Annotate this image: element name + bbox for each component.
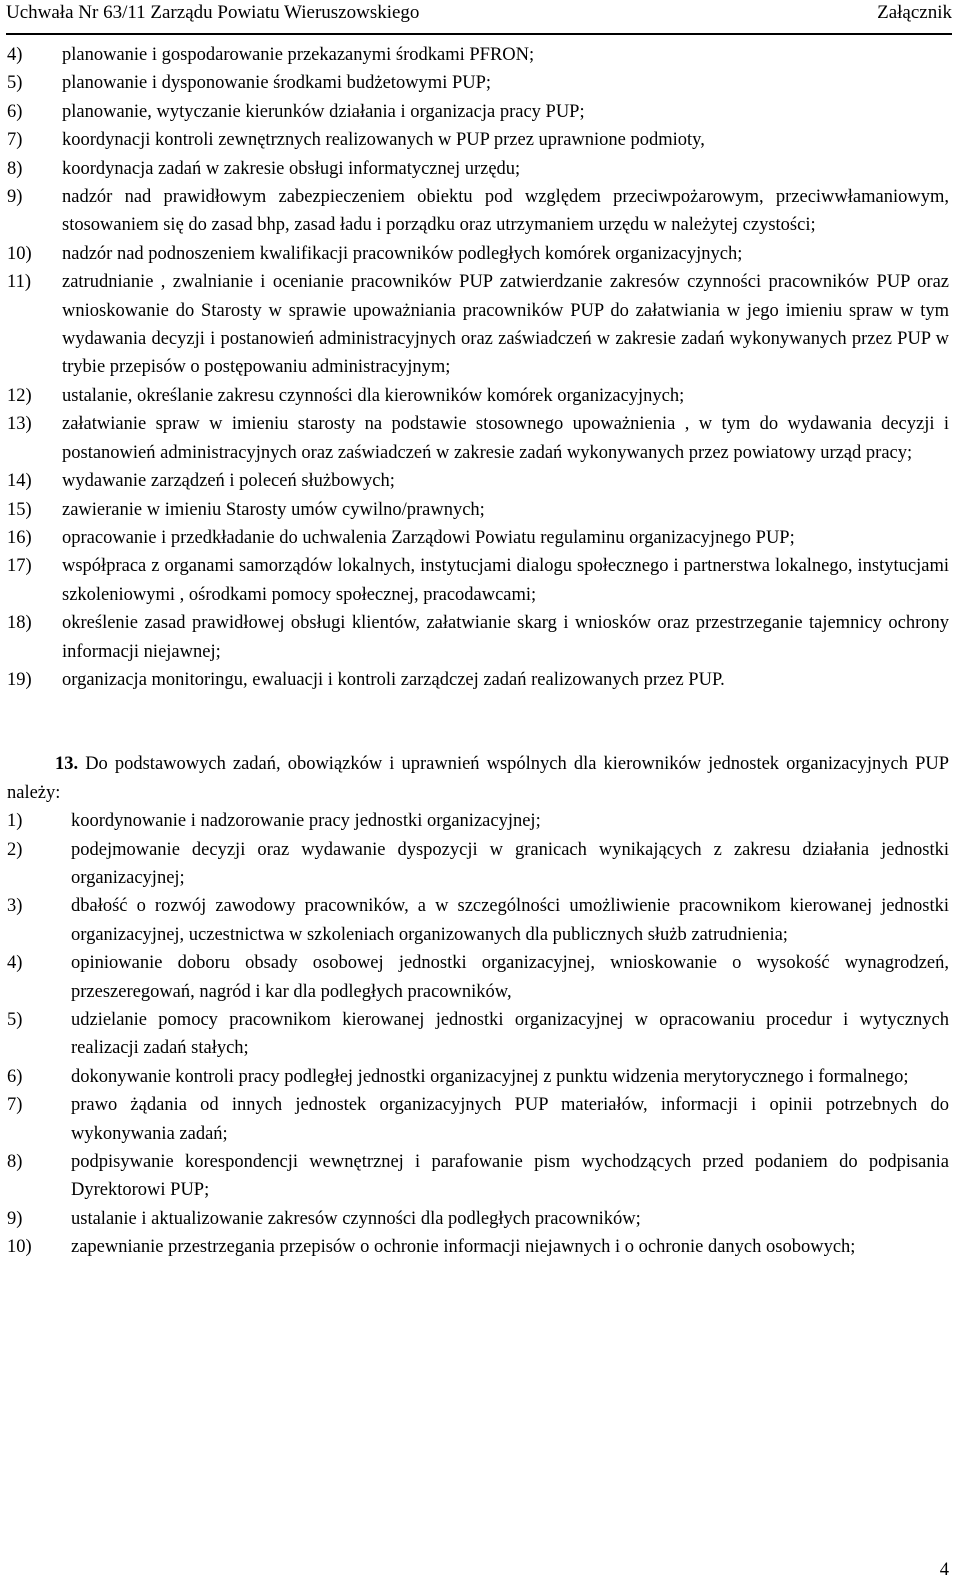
list-item [7,552,949,609]
item-text: podejmowanie decyzji oraz wydawanie dyspozycji w granicach wynikających z zakresu działania jednostki organizacyjnej; [71,839,949,888]
list-item [7,836,949,893]
item-number: 8) [7,158,23,179]
list-item [7,410,949,467]
item-text: ustalanie, określanie zakresu czynności dla kierowników komórek organizacyjnych; [62,385,685,406]
item-text: dokonywanie kontroli pracy podległej jednostki organizacyjnej z punktu widzenia merytorycznego i formalnego; [71,1066,909,1087]
item-text: nadzór nad podnoszeniem kwalifikacji pracowników podległych komórek organizacyjnych; [62,243,743,264]
list-director-duties [7,41,949,694]
item-number: 14) [7,471,32,492]
list-item [7,524,949,552]
section-intro-text: Do podstawowych zadań, obowiązków i uprawnień wspólnych dla kierowników jednostek organizacyjnych PUP należy: [7,754,950,803]
list-item [7,807,949,835]
item-text: koordynacji kontroli zewnętrznych realizowanych w PUP przez uprawnione podmioty, [62,130,705,151]
section-paragraph [7,750,949,807]
item-number: 7) [7,130,23,151]
page-number: 4 [939,1560,949,1580]
item-number: 9) [7,187,23,208]
page-header [6,0,952,35]
item-text: udzielanie pomocy pracownikom kierowanej jednostki organizacyjnej w opracowaniu procedur i wytycznych realizacji zadań stałych; [71,1010,949,1059]
list-item [7,126,949,154]
item-number: 19) [7,669,32,690]
item-number: 6) [7,101,23,122]
item-number: 12) [7,385,32,406]
item-text: organizacja monitoringu, ewaluacji i kontroli zarządczej zadań realizowanych przez PUP. [62,669,725,690]
item-text: planowanie i gospodarowanie przekazanymi środkami PFRON; [62,45,535,65]
list-item [7,382,949,410]
list-item [7,1233,949,1261]
item-number: 13) [7,414,32,435]
list-item [7,1091,949,1148]
item-number: 1) [7,811,23,832]
item-text: koordynacja zadań w zakresie obsługi informatycznej urzędu; [62,158,521,179]
section-marker: 13. [55,754,79,775]
header-title: Uchwała Nr 63/11 Zarządu Powiatu Wieruszowskiego [6,2,420,23]
item-number: 3) [7,896,23,917]
item-text: planowanie, wytyczanie kierunków działania i organizacja pracy PUP; [62,101,585,122]
list-item [7,496,949,524]
item-number: 11) [7,272,31,293]
list-item [7,892,949,949]
list-item [7,467,949,495]
header-attachment-label: Załącznik [877,2,952,23]
item-text: nadzór nad prawidłowym zabezpieczeniem obiektu pod względem przeciwpożarowym, przeciwwłamaniowym, stosowaniem się do zasad bhp, zasad ładu i porządku oraz utrzymaniem urzędu w należytej czystości; [62,187,949,236]
item-text: prawo żądania od innych jednostek organizacyjnych PUP materiałów, informacji i opinii potrzebnych do wykonywania zadań; [71,1095,949,1144]
item-number: 10) [7,1237,32,1258]
list-item [7,949,949,1006]
item-number: 7) [7,1095,23,1116]
item-number: 4) [7,45,23,65]
list-item [7,1205,949,1233]
list-item [7,41,949,69]
item-text: ustalanie i aktualizowanie zakresów czynności dla podległych pracowników; [71,1208,641,1229]
item-number: 8) [7,1152,23,1173]
list-item [7,1148,949,1205]
list-item [7,240,949,268]
item-text: zapewnianie przestrzegania przepisów o ochronie informacji niejawnych i o ochronie danych osobowych; [71,1237,856,1258]
list-item [7,183,949,240]
item-text: współpraca z organami samorządów lokalnych, instytucjami dialogu społecznego i partnerstwa lokalnego, instytucjami szkoleniowymi , ośrodkami pomocy społecznej, pracodawcami; [62,556,949,605]
list-item [7,268,949,382]
item-number: 5) [7,73,23,94]
item-number: 15) [7,499,32,520]
item-text: zawieranie w imieniu Starosty umów cywilno/prawnych; [62,499,485,520]
item-text: wydawanie zarządzeń i poleceń służbowych; [62,471,395,492]
list-item [7,98,949,126]
item-text: podpisywanie korespondencji wewnętrznej i parafowanie pism wychodzących przed podaniem do podpisania Dyrektorowi PUP; [71,1152,949,1201]
item-number: 5) [7,1010,23,1030]
list-item [7,1063,949,1091]
item-text: opracowanie i przedkładanie do uchwalenia Zarządowi Powiatu regulaminu organizacyjnego PUP; [62,527,795,548]
item-number: 17) [7,556,32,577]
list-item [7,69,949,97]
item-text: planowanie i dysponowanie środkami budżetowymi PUP; [62,73,492,94]
item-number: 18) [7,613,32,634]
list-item [7,155,949,183]
item-number: 4) [7,953,23,974]
item-number: 10) [7,243,32,264]
item-text: dbałość o rozwój zawodowy pracowników, a w szczególności umożliwienie pracownikom kierowanej jednostki organizacyjnej, uczestnictwa w szkoleniach organizowanych dla publicznych służb zatrudnienia; [71,896,949,945]
list-manager-duties [7,807,949,1262]
list-item [7,666,949,694]
item-text: określenie zasad prawidłowej obsługi klientów, załatwianie skarg i wniosków oraz przestrzeganie tajemnicy ochrony informacji niejawnej; [62,613,949,662]
item-number: 6) [7,1066,23,1087]
item-text: koordynowanie i nadzorowanie pracy jednostki organizacyjnej; [71,811,541,832]
item-number: 16) [7,527,32,548]
item-number: 2) [7,839,23,860]
item-text: opiniowanie doboru obsady osobowej jednostki organizacyjnej, wnioskowanie o wysokość wynagrodzeń, przeszeregowań, nagród i kar dla podległych pracowników, [71,953,949,1002]
item-text: zatrudnianie , zwalnianie i ocenianie pracowników PUP zatwierdzanie zakresów czynności pracowników PUP oraz wnioskowanie do Starosty w sprawie upoważniania pracowników PUP do załatwiania w jego imieniu spraw w tym wydawania decyzji i postanowień administracyjnych oraz zaświadczeń w zakresie zadań wykonywanych przez PUP w trybie przepisów o postępowaniu administracyjnym; [62,272,949,378]
item-number: 9) [7,1208,23,1229]
list-item [7,1006,949,1063]
document-body [7,41,949,1262]
list-item [7,609,949,666]
item-text: załatwianie spraw w imieniu starosty na podstawie stosownego upoważnienia , w tym do wydawania decyzji i postanowień administracyjnych oraz zaświadczeń w zakresie zadań wykonywanych przez powiatowy urząd pracy; [62,414,949,463]
